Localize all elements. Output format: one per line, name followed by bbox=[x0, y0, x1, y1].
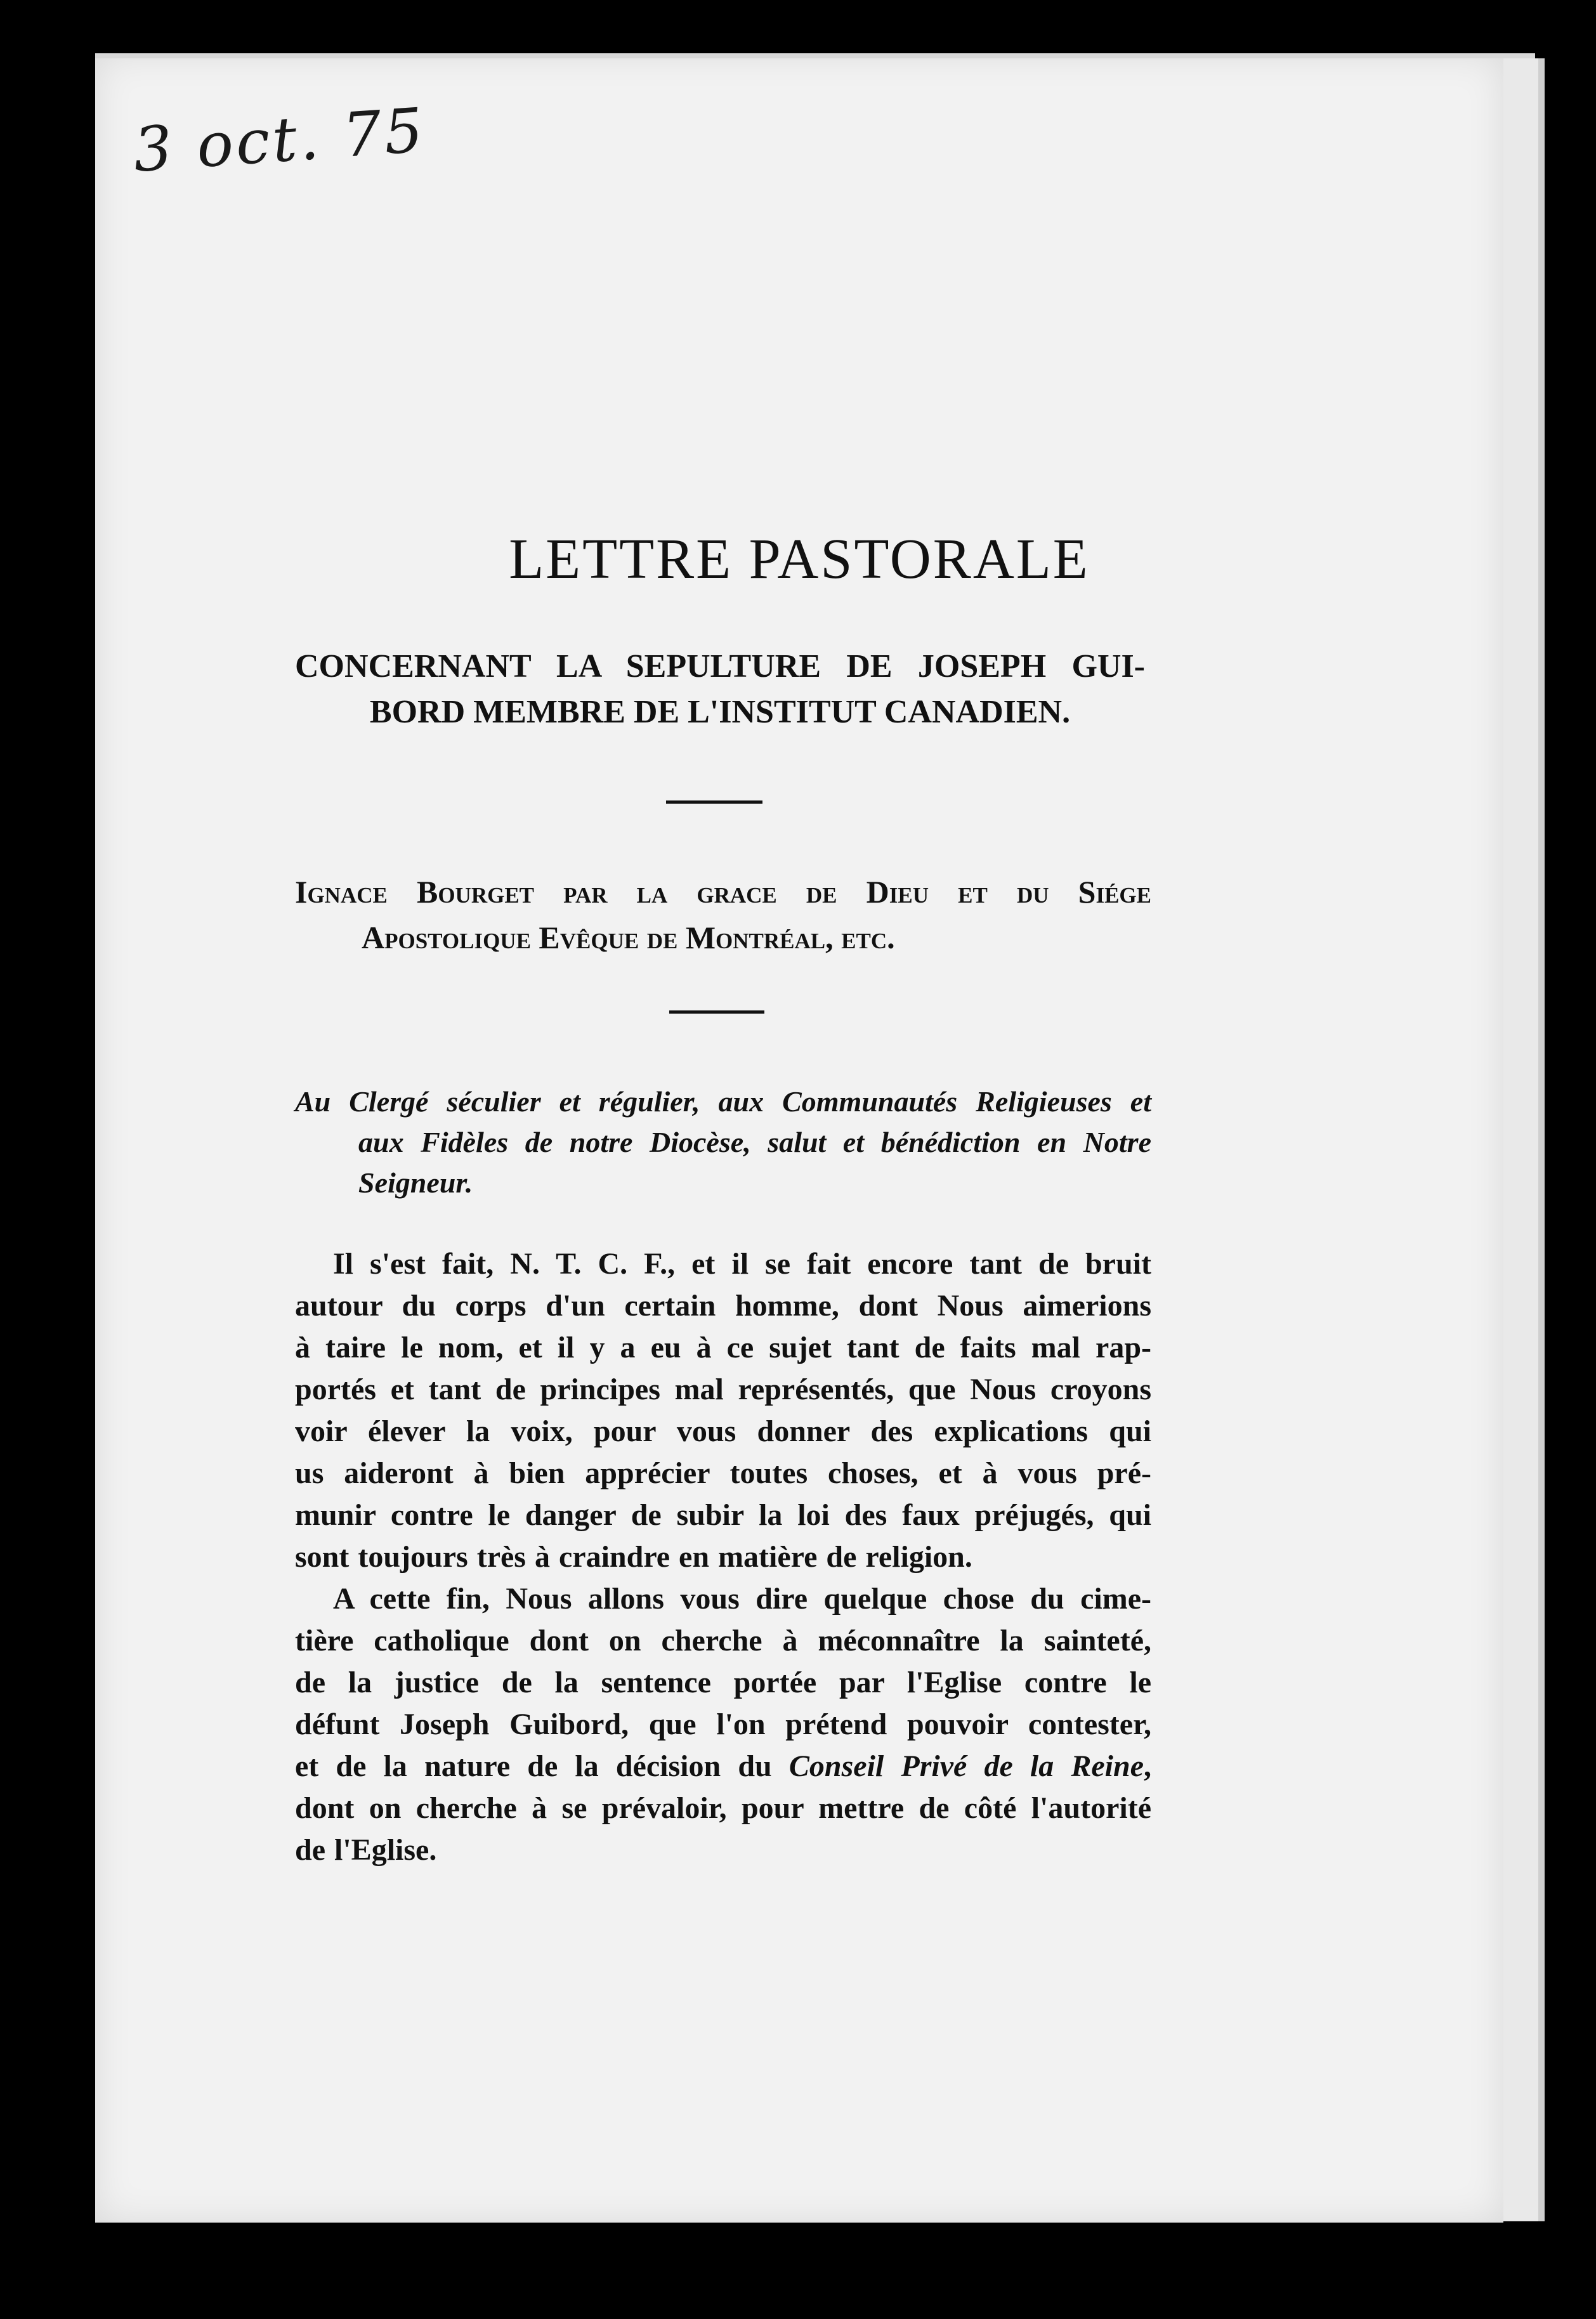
letter-body bbox=[295, 1243, 1151, 1871]
paragraph-line: de l'Eglise. bbox=[295, 1833, 437, 1867]
paragraph-1 bbox=[295, 1243, 1151, 1578]
paragraph-line: us aideront à bien apprécier toutes choses, et à vous pré- bbox=[295, 1456, 1151, 1490]
paragraph-line bbox=[295, 1746, 1151, 1787]
document-subtitle bbox=[295, 644, 1145, 735]
paragraph-line: munir contre le danger de subir la loi des faux préjugés, qui bbox=[295, 1498, 1151, 1532]
paragraph-line: Il s'est fait, N. T. C. F., et il se fait encore tant de bruit bbox=[333, 1247, 1151, 1281]
paragraph-text: et de la nature de la décision du bbox=[295, 1749, 789, 1783]
subtitle-line-2: BORD MEMBRE DE L'INSTITUT CANADIEN. bbox=[369, 694, 1071, 730]
author-line-2: Apostolique Evêque de Montréal, etc. bbox=[362, 920, 895, 955]
salutation-line-2: aux Fidèles de notre Diocèse, salut et bénédiction en Notre bbox=[358, 1126, 1151, 1158]
paragraph-line: sont toujours très à craindre en matière de religion. bbox=[295, 1540, 972, 1574]
subtitle-line-1: CONCERNANT LA SEPULTURE DE JOSEPH GUI- bbox=[295, 648, 1145, 684]
paragraph-line: autour du corps d'un certain homme, dont Nous aimerions bbox=[295, 1289, 1151, 1323]
paragraph-line: tière catholique dont on cherche à méconnaître la sainteté, bbox=[295, 1624, 1151, 1657]
paragraph-line: défunt Joseph Guibord, que l'on prétend pouvoir contester, bbox=[295, 1708, 1151, 1741]
paragraph-line: de la justice de la sentence portée par l'Eglise contre le bbox=[295, 1666, 1151, 1699]
council-name: Conseil Privé de la Reine bbox=[788, 1749, 1144, 1783]
salutation-line-1: Au Clergé séculier et régulier, aux Communautés Religieuses et bbox=[295, 1085, 1151, 1118]
paragraph-line: voir élever la voix, pour vous donner des explications qui bbox=[295, 1414, 1151, 1448]
author-heading bbox=[295, 869, 1151, 960]
divider-rule bbox=[666, 800, 762, 804]
author-line-1: Ignace Bourget par la grace de Dieu et du Siége bbox=[295, 874, 1151, 910]
document-title: LETTRE PASTORALE bbox=[509, 528, 1090, 591]
paragraph-line: dont on cherche à se prévaloir, pour mettre de côté l'autorité bbox=[295, 1791, 1151, 1825]
paragraph-line: portés et tant de principes mal représentés, que Nous croyons bbox=[295, 1373, 1151, 1406]
paragraph-text: , bbox=[1144, 1749, 1152, 1783]
divider-rule bbox=[669, 1010, 764, 1014]
paragraph-2 bbox=[295, 1578, 1151, 1871]
paragraph-line: A cette fin, Nous allons vous dire quelque chose du cime- bbox=[333, 1582, 1151, 1616]
salutation bbox=[295, 1081, 1151, 1203]
paragraph-line: à taire le nom, et il y a eu à ce sujet tant de faits mal rap- bbox=[295, 1331, 1151, 1364]
handwritten-note: 3 oct. 75 bbox=[131, 95, 428, 186]
page-top-edge bbox=[95, 53, 1535, 58]
salutation-line-3: Seigneur. bbox=[358, 1166, 473, 1199]
